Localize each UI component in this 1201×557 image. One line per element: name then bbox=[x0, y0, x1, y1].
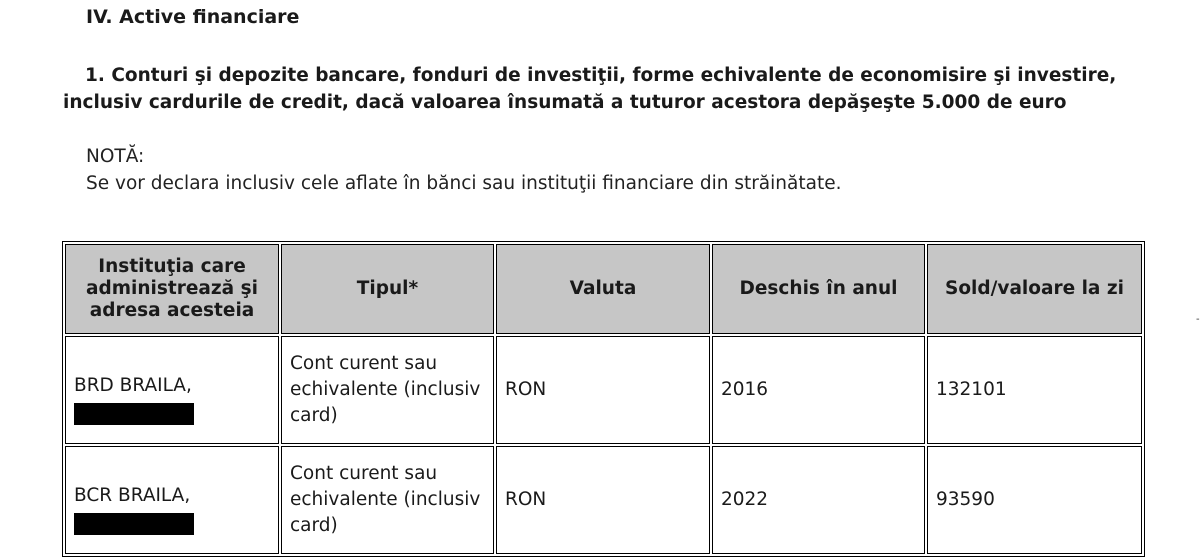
subsection-heading bbox=[63, 62, 1173, 116]
financial-assets-table bbox=[62, 241, 1145, 557]
cell-institution bbox=[65, 336, 279, 444]
subsection-heading-line-2: inclusiv cardurile de credit, dacă valoarea însumată a tuturor acestora depăşeşte 5.000 de euro bbox=[63, 92, 1067, 113]
cell-type: Cont curent sau echivalente (inclusiv card) bbox=[281, 446, 494, 554]
section-title: IV. Active financiare bbox=[86, 6, 300, 28]
cell-opened-year: 2022 bbox=[712, 446, 925, 554]
column-header-balance: Sold/valoare la zi bbox=[927, 244, 1142, 334]
column-header-opened-year: Deschis în anul bbox=[712, 244, 925, 334]
table-row bbox=[65, 446, 1142, 554]
column-header-type: Tipul* bbox=[281, 244, 494, 334]
institution-name: BCR BRAILA, bbox=[74, 485, 191, 506]
note-label: NOTĂ: bbox=[86, 146, 145, 167]
note-text: Se vor declara inclusiv cele aflate în bănci sau instituţii financiare din străinătate. bbox=[86, 173, 842, 194]
redacted-address-bar bbox=[74, 513, 194, 535]
redacted-address-bar bbox=[74, 403, 194, 425]
cell-currency: RON bbox=[496, 336, 710, 444]
note-block bbox=[86, 143, 841, 197]
cell-type: Cont curent sau echivalente (inclusiv card) bbox=[281, 336, 494, 444]
cell-balance: 132101 bbox=[927, 336, 1142, 444]
cell-currency: RON bbox=[496, 446, 710, 554]
cell-institution bbox=[65, 446, 279, 554]
column-header-institution: Instituţia care administrează şi adresa acesteia bbox=[65, 244, 279, 334]
institution-name: BRD BRAILA, bbox=[74, 375, 192, 396]
table-row bbox=[65, 336, 1142, 444]
table-header-row bbox=[65, 244, 1142, 334]
stray-mark: - bbox=[1196, 314, 1200, 325]
subsection-heading-line-1: 1. Conturi şi depozite bancare, fonduri de investiţii, forme echivalente de economisire şi investire, bbox=[85, 65, 1117, 86]
cell-opened-year: 2016 bbox=[712, 336, 925, 444]
column-header-currency: Valuta bbox=[496, 244, 710, 334]
cell-balance: 93590 bbox=[927, 446, 1142, 554]
